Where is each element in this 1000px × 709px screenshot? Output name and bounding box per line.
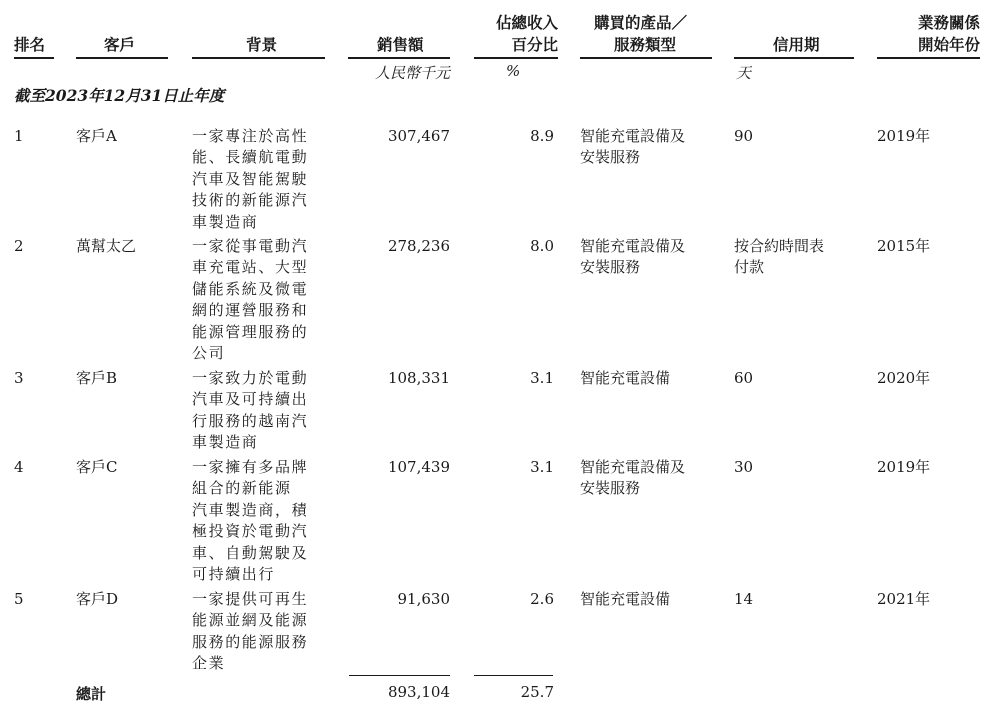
credit-line: 付款 xyxy=(734,258,765,277)
unit-sales: 人民幣千元 xyxy=(374,64,450,82)
row-background xyxy=(192,368,342,454)
row-background xyxy=(192,457,342,585)
background-line: 組合的新能源 xyxy=(192,479,292,498)
header-sales: 銷售額 xyxy=(377,35,424,54)
row-products xyxy=(580,457,720,500)
header-products-line1: 購買的產品／ xyxy=(594,13,688,32)
header-rule-start-year xyxy=(877,57,980,59)
header-customer: 客戶 xyxy=(104,35,136,54)
product-line: 智能充電設備及 xyxy=(580,237,686,255)
header-start-year-line1: 業務關係 xyxy=(917,13,980,32)
header-rank: 排名 xyxy=(14,35,46,54)
background-line: 一家專注於高性 xyxy=(192,127,309,145)
row-start-year: 2021年 xyxy=(877,590,931,608)
background-line: 車充電站、大型 xyxy=(192,258,309,277)
row-sales: 307,467 xyxy=(387,127,450,145)
row-pct: 8.0 xyxy=(530,237,554,255)
background-line: 車製造商 xyxy=(192,433,259,452)
background-line: 服務的能源服務 xyxy=(192,632,309,651)
row-products xyxy=(580,236,720,279)
product-line: 智能充電設備及 xyxy=(580,458,686,476)
product-line: 安裝服務 xyxy=(580,148,641,167)
row-credit xyxy=(734,589,864,610)
row-customer: 客戶A xyxy=(76,127,117,145)
row-start-year: 2019年 xyxy=(877,127,931,145)
row-customer: 客戶B xyxy=(76,369,118,387)
row-start-year: 2015年 xyxy=(877,237,931,255)
row-rank: 3 xyxy=(14,369,24,387)
header-rule-products xyxy=(580,57,712,59)
row-credit xyxy=(734,457,864,478)
total-sales: 893,104 xyxy=(387,683,450,701)
background-line: 網的運營服務和 xyxy=(192,301,309,320)
background-line: 一家致力於電動 xyxy=(192,369,309,387)
product-line: 安裝服務 xyxy=(580,258,641,277)
row-start-year: 2020年 xyxy=(877,369,931,387)
header-start-year-line2: 開始年份 xyxy=(917,35,980,54)
row-sales: 91,630 xyxy=(397,590,450,608)
credit-line: 90 xyxy=(734,127,754,145)
header-rule-rank xyxy=(14,57,54,59)
period-label: 截至2023年12月31日止年度 xyxy=(14,86,225,105)
background-line: 車、自動駕駛及 xyxy=(192,543,309,562)
background-line: 汽車及可持續出 xyxy=(192,390,309,409)
row-customer: 客戶C xyxy=(76,458,118,476)
row-sales: 107,439 xyxy=(387,458,450,476)
total-rule-sales xyxy=(349,675,450,676)
header-revenue-pct-line1: 佔總收入 xyxy=(495,13,558,32)
unit-pct: % xyxy=(506,62,521,80)
row-rank: 4 xyxy=(14,458,24,476)
background-line: 車製造商 xyxy=(192,212,259,231)
row-products xyxy=(580,589,720,610)
background-line: 能源管理服務的 xyxy=(192,322,309,341)
row-rank: 2 xyxy=(14,237,24,255)
background-line: 能、長續航電動 xyxy=(192,148,309,167)
background-line: 汽車及智能駕駛 xyxy=(192,169,309,188)
row-products xyxy=(580,126,720,169)
row-customer: 萬幫太乙 xyxy=(76,237,137,255)
header-background: 背景 xyxy=(246,35,278,54)
row-pct: 2.6 xyxy=(530,590,554,608)
row-sales: 108,331 xyxy=(387,369,450,387)
row-customer: 客戶D xyxy=(76,590,119,608)
row-products xyxy=(580,368,720,389)
header-rule-pct xyxy=(474,57,558,59)
unit-credit: 天 xyxy=(736,64,752,82)
row-rank: 1 xyxy=(14,127,24,145)
header-revenue-pct-line2: 百分比 xyxy=(511,35,558,54)
background-line: 一家擁有多品牌 xyxy=(192,458,309,476)
credit-line: 60 xyxy=(734,369,754,387)
row-sales: 278,236 xyxy=(387,237,450,255)
product-line: 安裝服務 xyxy=(580,479,641,498)
background-line: 汽車製造商，積 xyxy=(192,500,309,519)
product-line: 智能充電設備 xyxy=(580,369,671,387)
total-rule-pct xyxy=(474,675,553,676)
background-line: 企業 xyxy=(192,654,226,673)
product-line: 智能充電設備 xyxy=(580,590,671,608)
row-start-year: 2019年 xyxy=(877,458,931,476)
row-credit xyxy=(734,236,864,279)
background-line: 公司 xyxy=(192,344,226,363)
background-line: 行服務的越南汽 xyxy=(192,411,309,430)
background-line: 極投資於電動汽 xyxy=(192,522,309,541)
background-line: 可持續出行 xyxy=(192,565,276,584)
header-rule-background xyxy=(192,57,325,59)
header-rule-credit xyxy=(734,57,854,59)
credit-line: 30 xyxy=(734,458,754,476)
row-pct: 3.1 xyxy=(530,458,554,476)
row-credit xyxy=(734,126,864,147)
row-credit xyxy=(734,368,864,389)
header-rule-customer xyxy=(76,57,168,59)
header-credit: 信用期 xyxy=(773,35,820,54)
background-line: 儲能系統及微電 xyxy=(192,279,309,298)
row-pct: 8.9 xyxy=(530,127,554,145)
row-background xyxy=(192,236,342,364)
background-line: 能源並網及能源 xyxy=(192,611,309,630)
header-rule-sales xyxy=(348,57,450,59)
product-line: 智能充電設備及 xyxy=(580,127,686,145)
credit-line: 14 xyxy=(734,590,754,608)
row-pct: 3.1 xyxy=(530,369,554,387)
header-products-line2: 服務類型 xyxy=(614,35,677,54)
background-line: 一家提供可再生 xyxy=(192,590,309,608)
total-pct: 25.7 xyxy=(520,683,554,701)
row-background xyxy=(192,589,342,675)
background-line: 技術的新能源汽 xyxy=(192,191,309,210)
row-rank: 5 xyxy=(14,590,24,608)
total-label: 總計 xyxy=(76,685,107,703)
background-line: 一家從事電動汽 xyxy=(192,237,309,255)
credit-line: 按合約時間表 xyxy=(734,237,825,255)
row-background xyxy=(192,126,342,233)
